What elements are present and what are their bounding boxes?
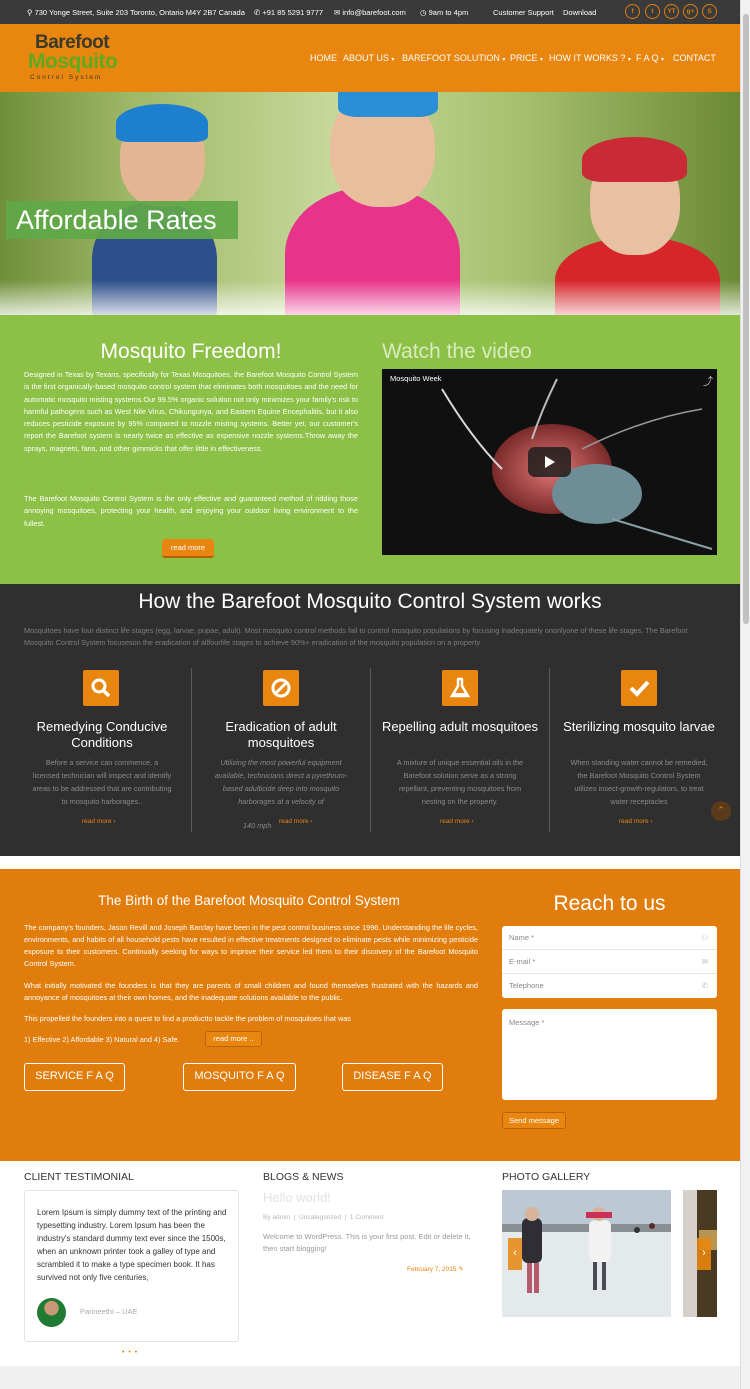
download-link[interactable]: Download [563,8,597,17]
video-title: Watch the video [382,340,532,363]
how-title: How the Barefoot Mosquito Control System works [138,590,602,613]
feature-title-conditions: Remedying Conducive Conditions [36,719,168,750]
feature-read-more[interactable]: read more › [279,818,313,825]
hero-kid-center-helmet [338,92,438,117]
gallery-photo[interactable] [502,1190,671,1317]
logo-mosquito[interactable]: Mosquito [28,50,118,73]
nav-price[interactable]: PRICE ▾ [510,53,544,63]
mail-icon: ✉ [701,957,708,966]
gallery-heading: PHOTO GALLERY [502,1171,591,1183]
blog-post-date: February 7, 2015 ✎ [407,1266,464,1273]
site-header [0,24,740,92]
gallery-next-arrow[interactable]: › [697,1238,711,1270]
nav-about-us[interactable]: ABOUT US ▾ [343,53,395,63]
scrollbar[interactable] [740,0,750,1389]
feature-title-repelling: Repelling adult mosquitoes [381,719,539,734]
hero-kid-right-helmet [582,137,687,182]
flask-icon [442,670,478,706]
pencil-icon[interactable]: ✎ [458,1266,464,1273]
blog-post-comments[interactable]: 1 Comment [349,1214,384,1221]
send-message-button[interactable]: Send message [502,1112,566,1129]
testimonial-card [24,1190,239,1342]
scrollbar-thumb[interactable] [743,14,749,624]
nav-barefoot-solution[interactable]: BAREFOOT SOLUTION ▾ [402,53,506,63]
freedom-paragraph-2: The Barefoot Mosquito Control System is the only effective and guaranteed method of ridding those annoying mosquitoes, protecting your health, and enjoying your outdoor living environment to the fullest. [24,494,358,528]
gallery-photo[interactable] [683,1190,717,1317]
birth-paragraph-3: This propelled the founders into a quest to find a productto tackle the problem of mosquitoes that was [24,1014,351,1023]
scroll-top-button[interactable]: ⌃ [711,801,731,821]
customer-support-link[interactable]: Customer Support [493,8,554,17]
disease-faq-button[interactable]: DISEASE F A Q [342,1063,443,1091]
phone-text: ✆ +91 85 5291 9777 [254,8,324,17]
logo-tagline: Control System [30,74,103,81]
testimonial-text: Lorem Ipsum is simply dummy text of the printing and typesetting industry. Lorem Ipsum has been the industry's standard dummy text ever since the 1500s, when an unknown printer took a galley of type and scrambled it to make a type specimen book. It has survived not only five centuries, [37,1208,227,1282]
birth-title: The Birth of the Barefoot Mosquito Control System [98,893,400,908]
top-info-bar [0,0,740,24]
name-field[interactable]: Name * ⚇ [502,926,717,950]
share-icon[interactable]: ⤴ [703,377,713,388]
feature-read-more[interactable]: read more › [440,818,474,825]
nav-faq[interactable]: F A Q ▾ [636,53,665,63]
play-button[interactable] [528,447,571,477]
gallery-prev-arrow[interactable]: ‹ [508,1238,522,1270]
facebook-icon[interactable]: f [625,4,640,19]
email-link[interactable]: ✉ info@barefoot.com [334,8,406,17]
feature-divider [370,668,371,832]
message-field[interactable]: Message * [502,1009,717,1100]
freedom-read-more-button[interactable]: read more [162,539,214,558]
hero-kid-left-helmet [116,104,208,142]
address-text: ⚲ 730 Yonge Street, Suite 203 Toronto, Ontario M4Y 2B7 Canada [27,8,245,17]
blog-post-title[interactable]: Hello world! [263,1190,331,1205]
feature-divider [191,668,192,832]
feature-divider [549,668,550,832]
feature-read-more[interactable]: read more › [619,818,653,825]
testimonial-pagination[interactable]: • • • [122,1349,139,1356]
telephone-field[interactable]: Telephone ✆ [502,974,717,998]
feature-title-eradication: Eradication of adult mosquitoes [225,719,337,750]
nav-contact[interactable]: CONTACT [673,53,716,63]
twitter-icon[interactable]: t [645,4,660,19]
block-icon [263,670,299,706]
freedom-title: Mosquito Freedom! [100,340,282,363]
check-icon [621,670,657,706]
contact-title: Reach to us [553,892,666,915]
blog-post-category[interactable]: Uncategorized [299,1214,341,1221]
hero-fade [0,280,740,315]
testimonial-author: Parineethi – UAE [80,1307,138,1316]
user-icon: ⚇ [701,933,708,942]
feature-title-sterilizing: Sterilizing mosquito larvae [563,719,715,734]
feature-text-repelling: A mixture of unique essential oils in the Barefoot solution serve as a strong repellant, preventing mosquitoes from nesting on the property. [396,758,524,806]
mosquito-faq-button[interactable]: MOSQUITO F A Q [183,1063,296,1091]
birth-paragraph-4: 1) Effective 2) Affordable 3) Natural and 4) Safe. [24,1035,180,1044]
logo-barefoot[interactable]: Barefoot [35,32,110,53]
youtube-icon[interactable]: YT [664,4,679,19]
nav-how-it-works[interactable]: HOW IT WORKS ? ▾ [549,53,631,63]
blog-post-author[interactable]: By admin [263,1214,291,1221]
nav-home[interactable]: HOME [310,53,337,63]
feature-text-eradication-extra: 140 mph [243,821,272,830]
phone-icon: ✆ [701,981,708,990]
google-plus-icon[interactable]: g+ [683,4,698,19]
skating-photo [502,1190,671,1317]
birth-paragraph-1: The company's founders, Jason Revill and Joseph Barclay have been in the pest control business since 1996. Understanding the life cycles, environments, and habits of all household pests have resulted in effective treatments designed to eliminate pests while minimizing pesticide exposure to their customers. Continually seeking for ways to improve their service led them to their discovery of the Barefoot Mosquito Control System. [24,923,478,968]
email-field[interactable]: E-mail * ✉ [502,950,717,974]
hours-text: ◷ 9am to 4pm [420,8,469,17]
search-icon [83,670,119,706]
footer-bar [0,1366,740,1389]
avatar [37,1298,66,1327]
feature-text-eradication: Utilizing the most powerful equipment available, technicians direct a pyrethrum-based adulticide deep into mosquito harborages at a velocity of [214,758,348,806]
birth-read-more-button[interactable]: read more .. [205,1031,262,1047]
video-player[interactable] [382,369,717,555]
hero-caption: Affordable Rates [6,201,238,239]
blog-post-meta: By admin | Uncategorized | 1 Comment [263,1214,384,1221]
blog-heading: BLOGS & NEWS [263,1171,344,1183]
how-description: Mosquitoes have four distinct life stages (egg, larvae, pupae, adult). Most mosquito control methods fail to control mosquito populations by focusing inadequately ononlyone of these life stages. The Barefoot Mosquito Control System focuseson the eradication of allfourlife stages to achieve 90%+ eradication of the mosquito population on a property [24,626,688,647]
feature-text-conditions: Before a service can commence, a licensed technician will inspect and identify areas to be addressed that are contributing to mosquito harborages.. [32,758,172,806]
blog-post-excerpt: Welcome to WordPress. This is your first post. Edit or delete it, then start blogging! [263,1232,471,1253]
testimonial-heading: CLIENT TESTIMONIAL [24,1171,134,1183]
video-label: Mosquito Week [390,374,442,383]
feature-text-sterilizing: When standing water cannot be remedied, the Barefoot Mosquito Control System utilizes insect-growth-regulators, to treat water receptacles [570,758,708,806]
birth-paragraph-2: What initially motivated the founders is that they are parents of small children and found themselves frustrated with the hazards and annoyance of mosquitoes at their own homes, and the inadequate solutions available to the public. [24,981,478,1002]
feature-read-more[interactable]: read more › [82,818,116,825]
freedom-paragraph-1: Designed in Texas by Texans, specifically for Texas Mosquitoes, the Barefoot Mosquito Control System is the first organically-based mosquito control system that eliminates both mosquitoes and the need for automatic mosquito misting systems.Our 99.5% organic solution not only minimizes your family's risk to harmful pathogens such as West Nile Virus, Chikungunya, and Eastern Equine Encephalitis, but it also reduces pesticide exposure by 95% compared to nozzle misting systems. Better yet, our customer's report the Barefoot system is nearly twice as effective as expensive nozzle systems.Throw away the sprays, magnets, fans, and other gimmicks that offer little in effectiveness. [24,370,358,453]
service-faq-button[interactable]: SERVICE F A Q [24,1063,125,1091]
skype-icon[interactable]: S [702,4,717,19]
play-icon [528,447,571,477]
